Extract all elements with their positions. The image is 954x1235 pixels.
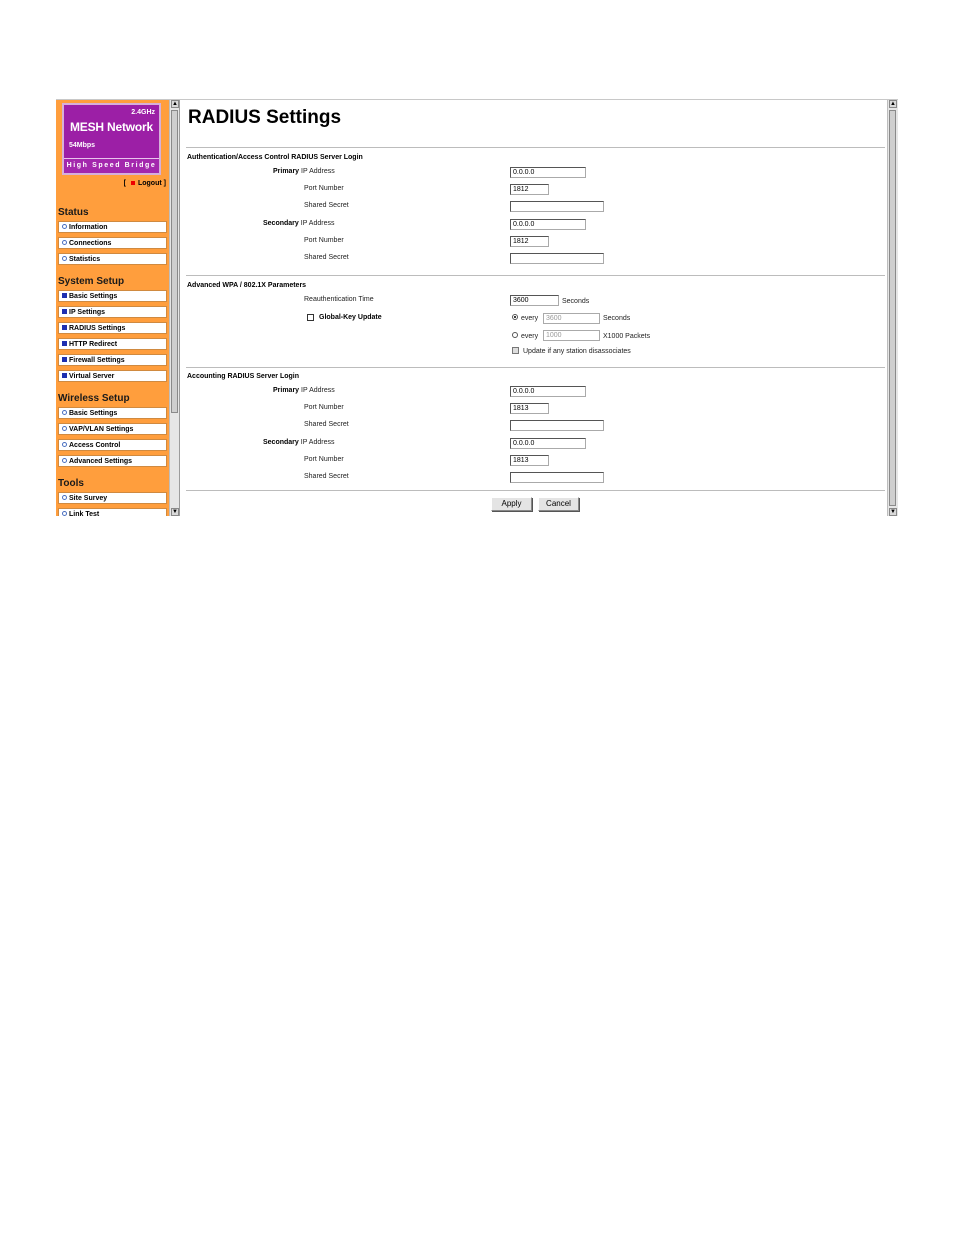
sidebar-item-radius-settings[interactable] [58,322,167,334]
acct-primary-port-label: Port Number [304,404,344,411]
auth-secondary-ip-label [263,220,334,227]
auth-primary-secret-label: Shared Secret [304,202,349,209]
scrollbar-thumb[interactable] [889,110,896,506]
square-icon [62,341,67,346]
sidebar-item-label: IP Settings [69,309,106,316]
sidebar-item-label: Link Test [69,511,100,516]
auth-secondary-port-label: Port Number [304,237,344,244]
square-icon [62,357,67,362]
scroll-down-icon[interactable]: ▼ [172,509,178,515]
logo-frequency: 2.4GHz [131,109,155,116]
logout-bracket-close: ] [163,180,166,187]
sidebar-item-ip-settings[interactable] [58,306,167,318]
cancel-button[interactable]: Cancel [538,497,579,511]
sidebar-item-vap-vlan-settings[interactable] [58,423,167,435]
scroll-up-icon[interactable]: ▲ [890,101,896,107]
divider [186,490,885,491]
sidebar-item-basic-settings[interactable] [58,290,167,302]
acct-primary-port-input[interactable] [510,403,549,414]
logout-icon [131,181,135,185]
primary-label: Primary [273,387,300,394]
every-seconds-input[interactable] [543,313,600,324]
sidebar-item-label: Access Control [69,442,121,449]
update-disassociate-checkbox[interactable] [512,347,519,354]
sidebar-item-label: Site Survey [69,495,108,502]
sidebar-item-label: Basic Settings [69,410,118,417]
secondary-label: Secondary [263,439,299,446]
auth-primary-ip-input[interactable] [510,167,586,178]
link-icon [62,426,67,431]
square-icon [62,373,67,378]
logout-link[interactable] [124,180,166,187]
ip-address-label: IP Address [301,387,335,394]
scroll-up-icon[interactable]: ▲ [172,101,178,107]
every-packets-radio[interactable] [512,332,518,338]
auth-secondary-ip-input[interactable] [510,219,586,230]
sidebar-item-label: RADIUS Settings [69,325,126,332]
auth-section-header: Authentication/Access Control RADIUS Server Login [187,154,363,161]
sidebar-scrollbar[interactable] [169,100,180,516]
reauth-time-label: Reauthentication Time [304,296,374,303]
sidebar-item-label: Firewall Settings [69,357,125,364]
acct-secondary-ip-label [263,439,334,446]
update-disassociate-label: Update if any station disassociates [523,348,631,355]
reauth-time-input[interactable] [510,295,559,306]
page-title: RADIUS Settings [188,107,342,128]
logo-name: MESH Network [70,120,153,134]
acct-primary-secret-label: Shared Secret [304,421,349,428]
ip-address-label: IP Address [301,168,335,175]
sidebar-item-access-control[interactable] [58,439,167,451]
logout-bracket-open: [ [123,180,126,187]
link-icon [62,224,67,229]
sidebar-item-label: Information [69,224,108,231]
sidebar-item-firewall-settings[interactable] [58,354,167,366]
link-icon [62,410,67,415]
acct-secondary-ip-input[interactable] [510,438,586,449]
sidebar-item-label: Virtual Server [69,373,115,380]
auth-primary-port-label: Port Number [304,185,344,192]
sidebar-item-virtual-server[interactable] [58,370,167,382]
sidebar-item-statistics[interactable] [58,253,167,265]
reauth-unit-label: Seconds [562,298,590,305]
auth-primary-ip-label [273,168,335,175]
link-icon [62,511,67,516]
sidebar-item-information[interactable] [58,221,167,233]
divider [186,367,885,368]
sidebar-item-link-test[interactable] [58,508,167,516]
sidebar-item-connections[interactable] [58,237,167,249]
acct-secondary-port-label: Port Number [304,456,344,463]
sidebar-item-label: Basic Settings [69,293,118,300]
square-icon [62,325,67,330]
auth-secondary-port-input[interactable] [510,236,549,247]
sidebar-item-label: Statistics [69,256,101,263]
sidebar-item-label: Advanced Settings [69,458,133,465]
global-key-update-checkbox[interactable] [307,314,314,321]
ip-address-label: IP Address [300,439,335,446]
sidebar-item-http-redirect[interactable] [58,338,167,350]
scrollbar-thumb[interactable] [171,110,178,413]
sidebar-item-label: HTTP Redirect [69,341,118,348]
every-packets-label: every [521,333,539,340]
nav-section-system-setup: System Setup [58,276,125,287]
sidebar-item-label: VAP/VLAN Settings [69,426,134,433]
brand-logo [62,103,161,175]
primary-label: Primary [273,168,300,175]
global-key-update-label: Global-Key Update [319,314,382,321]
every-seconds-radio[interactable] [512,314,518,320]
every-seconds-label: every [521,315,539,322]
auth-secondary-secret-label: Shared Secret [304,254,349,261]
main-content [180,100,887,516]
divider [186,147,885,148]
logo-tagline: High Speed Bridge [64,158,159,173]
browser-frame [56,99,898,516]
sidebar-item-advanced-settings[interactable] [58,455,167,467]
acct-primary-secret-input[interactable] [510,420,604,431]
acct-primary-ip-input[interactable] [510,386,586,397]
divider [186,275,885,276]
every-packets-input[interactable] [543,330,600,341]
every-seconds-unit: Seconds [603,315,631,322]
acct-primary-ip-label [273,387,335,394]
acct-secondary-secret-input[interactable] [510,472,604,483]
sidebar-item-wireless-basic-settings[interactable] [58,407,167,419]
sidebar [56,100,169,516]
auth-primary-secret-input[interactable] [510,201,604,212]
nav-section-wireless-setup: Wireless Setup [58,393,130,404]
apply-button[interactable]: Apply [491,497,532,511]
square-icon [62,293,67,298]
sidebar-item-label: Connections [69,240,112,247]
auth-secondary-secret-input[interactable] [510,253,604,264]
link-icon [62,442,67,447]
link-icon [62,240,67,245]
ip-address-label: IP Address [300,220,335,227]
acct-secondary-secret-label: Shared Secret [304,473,349,480]
nav-section-status: Status [58,207,89,218]
link-icon [62,495,67,500]
logo-speed: 54Mbps [69,142,96,149]
link-icon [62,256,67,261]
scroll-down-icon[interactable]: ▼ [890,509,896,515]
acct-section-header: Accounting RADIUS Server Login [187,373,300,380]
acct-secondary-port-input[interactable] [510,455,549,466]
sidebar-item-site-survey[interactable] [58,492,167,504]
main-scrollbar[interactable] [887,100,898,516]
secondary-label: Secondary [263,220,299,227]
auth-primary-port-input[interactable] [510,184,549,195]
square-icon [62,309,67,314]
nav-section-tools: Tools [58,478,84,489]
link-icon [62,458,67,463]
wpa-section-header: Advanced WPA / 802.1X Parameters [187,282,307,289]
every-packets-unit: X1000 Packets [603,333,651,340]
logout-label: Logout [137,180,162,187]
